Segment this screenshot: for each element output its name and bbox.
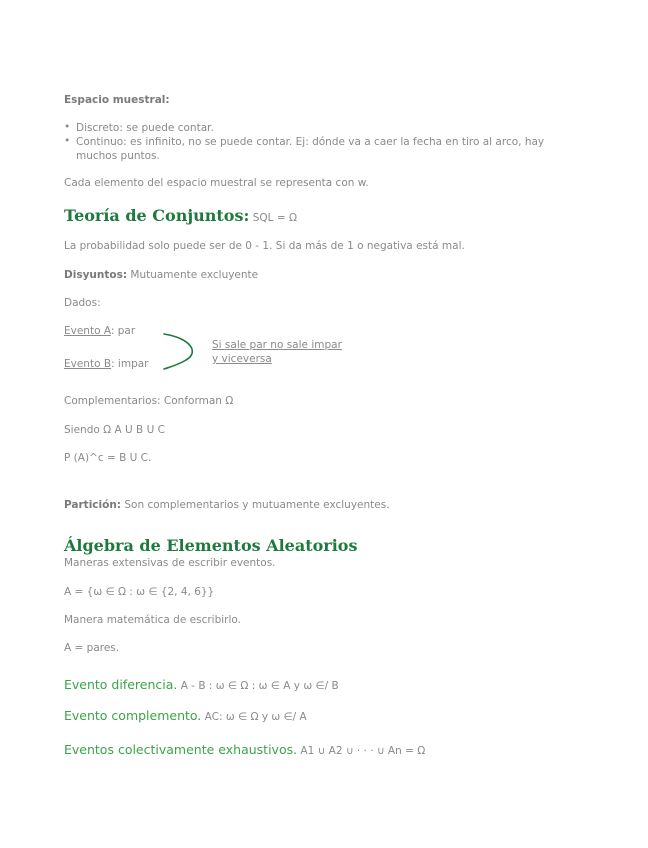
- disjuntos-line: [64, 269, 258, 281]
- espacio-note: Cada elemento del espacio muestral se representa con w.: [64, 177, 369, 189]
- bullet-dot-icon: •: [64, 121, 71, 133]
- evento-b-label: Evento B: [64, 358, 112, 370]
- algebra-heading: Álgebra de Elementos Aleatorios: [64, 536, 358, 555]
- evento-a-text: : par: [110, 325, 136, 337]
- maneras-text: Maneras extensivas de escribir eventos.: [64, 557, 276, 569]
- evento-b-text: : impar: [111, 358, 149, 370]
- siendo-text: Siendo Ω A U B U C: [64, 424, 165, 436]
- note-line-1: Si sale par no sale impar: [212, 339, 342, 351]
- evento-a-label: Evento A: [64, 325, 111, 337]
- evento-b-line: [64, 358, 148, 370]
- evento-a-line: [64, 325, 135, 337]
- bullet-text: Continuo: es infinito, no se puede contar. Ej: dónde va a caer la fecha en tiro al arco, hay muchos puntos.: [76, 136, 545, 162]
- complemento-label: Evento complemento.: [64, 708, 202, 723]
- diferencia-text: A - B : ω ∈ Ω : ω ∈ A y ω ∈/ B: [180, 680, 339, 692]
- a-pares-text: A = pares.: [64, 642, 120, 654]
- particion-text: Son complementarios y mutuamente excluyentes.: [124, 499, 390, 511]
- disjuntos-text: Mutuamente excluyente: [130, 269, 259, 281]
- note-line-2: y viceversa: [212, 353, 272, 365]
- dados-text: Dados:: [64, 297, 101, 309]
- manera-mat-text: Manera matemática de escribirlo.: [64, 614, 241, 626]
- particion-line: [64, 499, 390, 511]
- pac-text: P (A)^c = B U C.: [64, 452, 152, 464]
- brace-connector-icon: [160, 330, 200, 372]
- particion-label: Partición:: [64, 499, 122, 511]
- conjuntos-heading-line: [64, 206, 297, 225]
- exhaustivos-text: A1 ∪ A2 ∪ · · · ∪ An = Ω: [300, 745, 426, 757]
- diferencia-label: Evento diferencia.: [64, 677, 178, 692]
- exhaustivos-line: [64, 742, 425, 757]
- conjuntos-heading: Teoría de Conjuntos:: [64, 206, 250, 225]
- conjuntos-heading-suffix: SQL = Ω: [252, 212, 297, 224]
- disjuntos-label: Disyuntos:: [64, 269, 128, 281]
- exhaustivos-label: Eventos colectivamente exhaustivos.: [64, 742, 298, 757]
- complemento-line: [64, 708, 307, 723]
- bullet-dot-icon: •: [64, 135, 71, 147]
- bullet-text: Discreto: se puede contar.: [76, 122, 214, 134]
- diferencia-line: [64, 677, 339, 692]
- complementarios-text: Complementarios: Conforman Ω: [64, 395, 234, 407]
- espacio-title: Espacio muestral:: [64, 94, 170, 106]
- prob-text: La probabilidad solo puede ser de 0 - 1. Si da más de 1 o negativa está mal.: [64, 240, 465, 252]
- a-set-text: A = {ω ∈ Ω : ω ∈ {2, 4, 6}}: [64, 586, 215, 598]
- complemento-text: AC: ω ∈ Ω y ω ∈/ A: [204, 711, 307, 723]
